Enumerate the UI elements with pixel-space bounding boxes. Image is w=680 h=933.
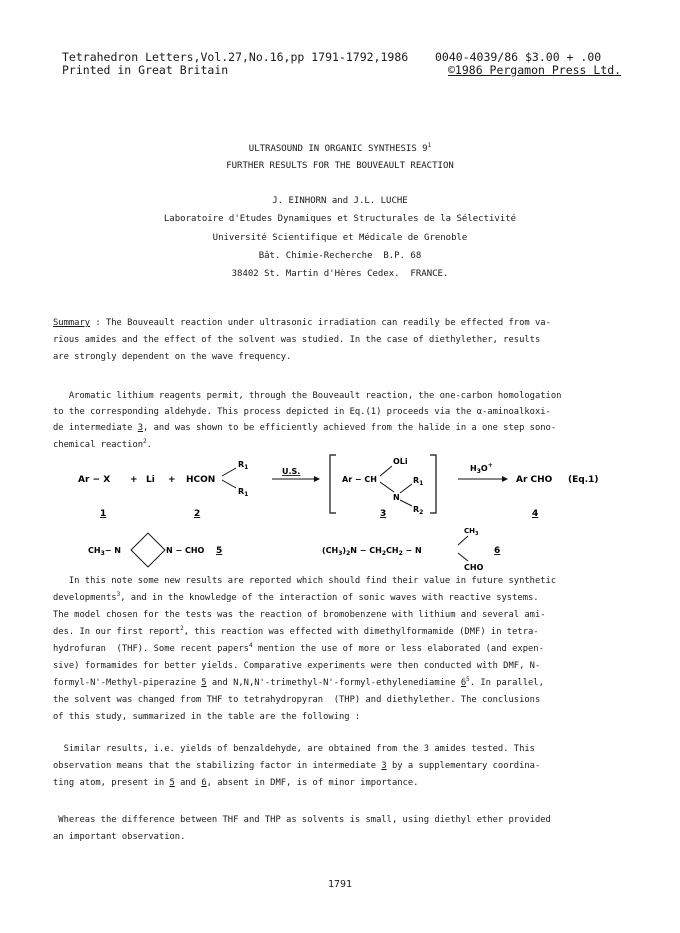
para3-text: , absent in DMF, is of minor importance.: [206, 778, 419, 788]
reference-3: 3: [116, 591, 121, 599]
summary-line1: [53, 316, 551, 332]
copyright-notice: ©1986 Pergamon Press Ltd.: [448, 63, 622, 77]
bond-n-r1: [400, 484, 412, 493]
para3-text: ting atom, present in: [53, 778, 170, 788]
para3-line2: [53, 759, 540, 775]
plus-sign-1: +: [130, 475, 138, 485]
arch-fragment: Ar − CH: [342, 475, 377, 484]
diamine-chain: $(CH_3)_2N - CH_2CH_2 - N$: [322, 546, 422, 557]
reference-2: 2: [180, 625, 184, 633]
diamine-formyl: CHO: [464, 563, 484, 572]
para2-text: hydrofuran (THF). Some recent papers: [53, 644, 249, 654]
para2-text: . In parallel,: [469, 678, 544, 688]
plus-sign-2: +: [168, 475, 176, 485]
para2-line9: of this study, summarized in the table are the following :: [53, 712, 361, 722]
para2-line4: [53, 625, 539, 641]
hydronium-label: $H_3O^+$: [470, 462, 493, 475]
compound-ref-5: 5: [169, 778, 175, 788]
compound-ref-3: 3: [381, 761, 387, 771]
author-names: J. EINHORN and J.L. LUCHE: [272, 196, 408, 206]
para1-text: , and was shown to be efficiently achieved from the halide in a one step sono-: [143, 423, 557, 433]
para3-line3: [53, 776, 418, 792]
affiliation-3: Bât. Chimie-Recherche B.P. 68: [258, 251, 422, 261]
page-number: 1791: [327, 879, 353, 890]
para2-text: developments: [53, 593, 117, 603]
para2-line2: [53, 591, 539, 607]
para3-text: by a supplementary coordina-: [386, 761, 541, 771]
lithium: Li: [146, 475, 155, 485]
journal-citation: Tetrahedron Letters,Vol.27,No.16,pp 1791-1792,1986: [62, 50, 409, 64]
compound-number-5: 5: [216, 546, 223, 556]
reference-2: 2: [143, 438, 147, 446]
arrow-head-1: [314, 476, 320, 482]
para2-text: des. In our first report: [53, 627, 181, 637]
para1-text: de intermediate: [53, 423, 138, 433]
para2-line6: sive) formamides for better yields. Comparative experiments were then conducted with DMF, N-: [53, 661, 541, 671]
paper-title-line2: FURTHER RESULTS FOR THE BOUVEAULT REACTION: [226, 161, 454, 171]
para4-line2: an important observation.: [53, 832, 186, 842]
compound-number-3: 3: [380, 509, 387, 519]
aldehyde-product: Ar CHO: [516, 475, 553, 485]
reaction-scheme: [0, 450, 680, 575]
affiliation-1: Laboratoire d'Etudes Dynamiques et Structurales de la Sélectivité: [163, 214, 517, 224]
piperazine-methyl: $CH_3- N$: [88, 546, 121, 557]
printed-location: Printed in Great Britain: [62, 63, 229, 77]
piperazine-formyl: N − CHO: [166, 546, 205, 555]
bond-r2: [222, 480, 236, 488]
reference-5: 5: [466, 676, 470, 684]
r1-group: $R_1$: [238, 460, 249, 471]
affiliation-2: Université Scientifique et Médicale de Grenoble: [212, 233, 468, 243]
nitrogen-atom: N: [393, 493, 400, 502]
arrow-head-2: [502, 476, 508, 482]
intermediate-r1: $R_1$: [413, 476, 424, 487]
issn-price: 0040-4039/86 $3.00 + .00: [435, 50, 602, 64]
para2-text: , this reaction was effected with dimethylformamide (DMF) in tetra-: [183, 627, 539, 637]
piperazine-ring: [131, 533, 165, 567]
bond-c-n: [380, 482, 394, 492]
bond-n-methyl: [458, 536, 468, 545]
compound-number-1: 1: [100, 509, 107, 519]
summary-label: Summary: [53, 318, 91, 328]
reference-4: 4: [248, 642, 253, 650]
summary-line3: are strongly dependent on the wave frequency.: [53, 352, 292, 362]
para2-line1: In this note some new results are reported which should find their value in future synthetic: [53, 576, 557, 586]
para3-text: and: [174, 778, 202, 788]
equation-label: (Eq.1): [568, 475, 599, 485]
para2-line8: the solvent was changed from THF to tetrahydropyran (THP) and diethylether. The conclusions: [53, 695, 541, 705]
compound-ref-6: 6: [201, 778, 207, 788]
compound-ref-6: 6: [460, 678, 467, 688]
paper-title-line1: [0, 143, 680, 155]
para1-line1: Aromatic lithium reagents permit, through the Bouveault reaction, the one-carbon homologation: [53, 391, 562, 401]
para2-text: , and in the knowledge of the interaction of sonic waves with reactive systems.: [120, 593, 539, 603]
compound-ref-5: 5: [201, 678, 207, 688]
compound-number-4: 4: [532, 509, 539, 519]
para2-text: mention the use of more or less elaborated (and expen-: [252, 644, 544, 654]
bracket-left: [330, 455, 336, 513]
para1-line3: [53, 421, 556, 437]
para2-line3: The model chosen for the tests was the reaction of bromobenzene with lithium and several ami-: [53, 610, 546, 620]
compound-number-2: 2: [194, 509, 201, 519]
summary-line2: rious amides and the effect of the solvent was studied. In the case of diethylether, results: [53, 335, 541, 345]
title-reference: 1: [427, 142, 432, 149]
ultrasound-label: U.S.: [282, 467, 301, 476]
para3-line1: Similar results, i.e. yields of benzaldehyde, are obtained from the 3 amides tested. This: [53, 744, 535, 754]
olithium-group: OLi: [393, 457, 408, 466]
title-text: ULTRASOUND IN ORGANIC SYNTHESIS 9: [248, 144, 428, 154]
bond-n-r2: [400, 500, 412, 506]
para3-text: observation means that the stabilizing factor in intermediate: [53, 761, 382, 771]
para2-text: and N,N,N'-trimethyl-N'-formyl-ethylenediamine: [206, 678, 461, 688]
para1-line2: to the corresponding aldehyde. This process depicted in Eq.(1) proceeds via the α-aminoalkoxi-: [53, 407, 551, 417]
bond-n-formyl: [458, 553, 468, 561]
compound-number-6: 6: [494, 546, 501, 556]
bracket-right: [430, 455, 436, 513]
intermediate-r2: $R_2$: [413, 505, 424, 516]
compound-ref-3: 3: [137, 423, 144, 433]
bond-c-o: [380, 466, 392, 476]
para1-text: chemical reaction: [53, 440, 144, 450]
para2-text: formyl-N'-Methyl-piperazine: [53, 678, 202, 688]
para4-line1: Whereas the difference between THF and THP as solvents is small, using diethyl ether provided: [53, 815, 551, 825]
affiliation-4: 38402 St. Martin d'Hères Cedex. FRANCE.: [231, 269, 449, 279]
para2-line7: [53, 676, 544, 692]
formamide: HCON: [186, 475, 216, 485]
bond-r1: [222, 468, 236, 476]
summary-text-1: : The Bouveault reaction under ultrasonic irradiation can readily be effected from va-: [90, 318, 551, 328]
aryl-halide: Ar − X: [78, 475, 111, 485]
para1-text: .: [146, 440, 152, 450]
r2-group: $R_1$: [238, 487, 249, 498]
para2-line5: [53, 642, 544, 658]
diamine-methyl: $CH_3$: [464, 527, 479, 537]
